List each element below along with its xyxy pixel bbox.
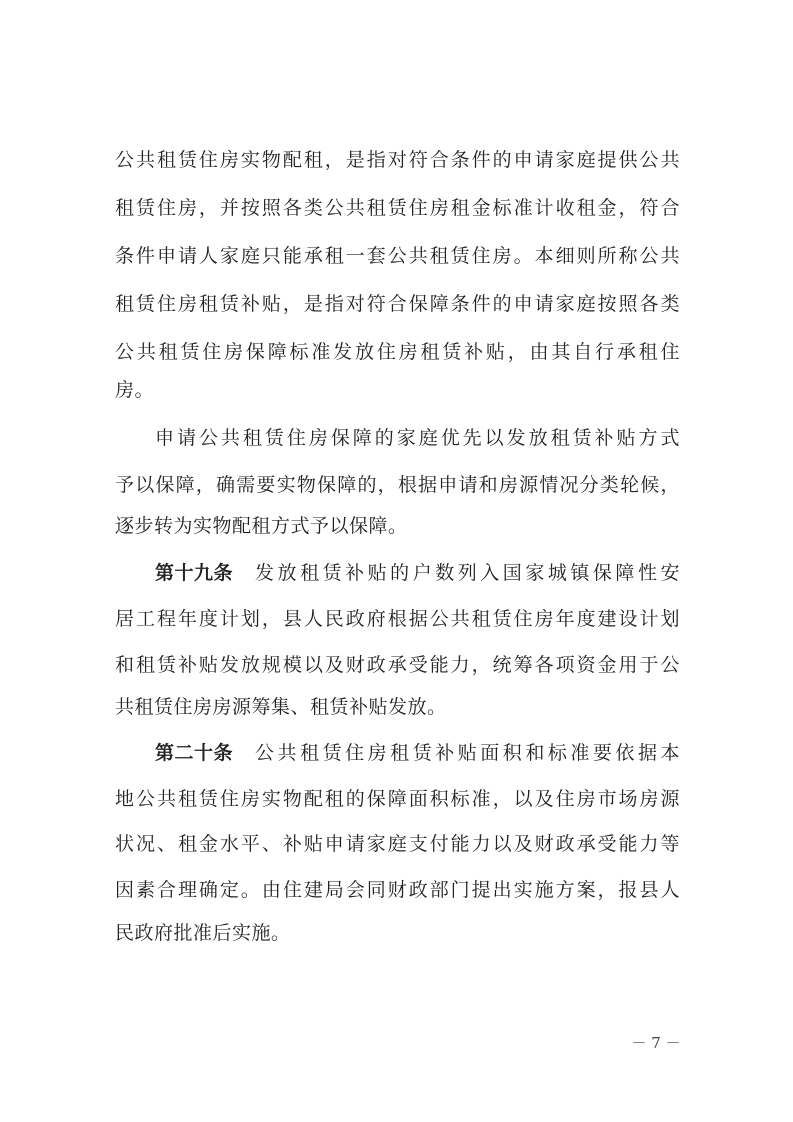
paragraph-2-line-2: 予以保障，确需要实物保障的，根据申请和房源情况分类轮候， bbox=[115, 474, 680, 496]
article-19-line-1: 发放租赁补贴的户数列入国家城镇保障性安 bbox=[255, 562, 680, 584]
article-20-heading: 第二十条 bbox=[155, 742, 234, 764]
paragraph-1-line-2: 租赁住房，并按照各类公共租赁住房租金标准计收租金，符合 bbox=[115, 197, 680, 219]
article-20-first-line bbox=[155, 741, 680, 765]
article-20-line-3: 状况、租金水平、补贴申请家庭支付能力以及财政承受能力等 bbox=[115, 833, 680, 855]
paragraph-1-line-1: 公共租赁住房实物配租，是指对符合条件的申请家庭提供公共 bbox=[115, 149, 680, 171]
paragraph-1-line-5: 公共租赁住房保障标准发放住房租赁补贴，由其自行承租住 bbox=[115, 341, 680, 363]
article-19-line-4: 共租赁住房房源筹集、租赁补贴发放。 bbox=[115, 696, 447, 718]
article-20-line-2: 地公共租赁住房实物配租的保障面积标准，以及住房市场房源 bbox=[115, 788, 680, 810]
article-19-line-2: 居工程年度计划，县人民政府根据公共租赁住房年度建设计划 bbox=[115, 608, 680, 630]
paragraph-1-line-4: 租赁住房租赁补贴，是指对符合保障条件的申请家庭按照各类 bbox=[115, 293, 680, 315]
paragraph-2-line-1: 申请公共租赁住房保障的家庭优先以发放租赁补贴方式 bbox=[155, 427, 680, 449]
paragraph-1-line-6: 房。 bbox=[115, 379, 155, 401]
article-20-line-5: 民政府批准后实施。 bbox=[115, 922, 291, 944]
article-20-line-1: 公共租赁住房租赁补贴面积和标准要依据本 bbox=[255, 742, 680, 764]
article-19-heading: 第十九条 bbox=[155, 562, 234, 584]
article-19-first-line bbox=[155, 561, 680, 585]
paragraph-1-line-3: 条件申请人家庭只能承租一套公共租赁住房。本细则所称公共 bbox=[115, 245, 680, 267]
paragraph-2-line-3: 逐步转为实物配租方式予以保障。 bbox=[115, 515, 408, 537]
page-number: － 7 － bbox=[631, 1034, 681, 1052]
article-20-line-4: 因素合理确定。由住建局会同财政部门提出实施方案，报县人 bbox=[115, 879, 680, 901]
article-19-line-3: 和租赁补贴发放规模以及财政承受能力，统筹各项资金用于公 bbox=[115, 654, 680, 676]
